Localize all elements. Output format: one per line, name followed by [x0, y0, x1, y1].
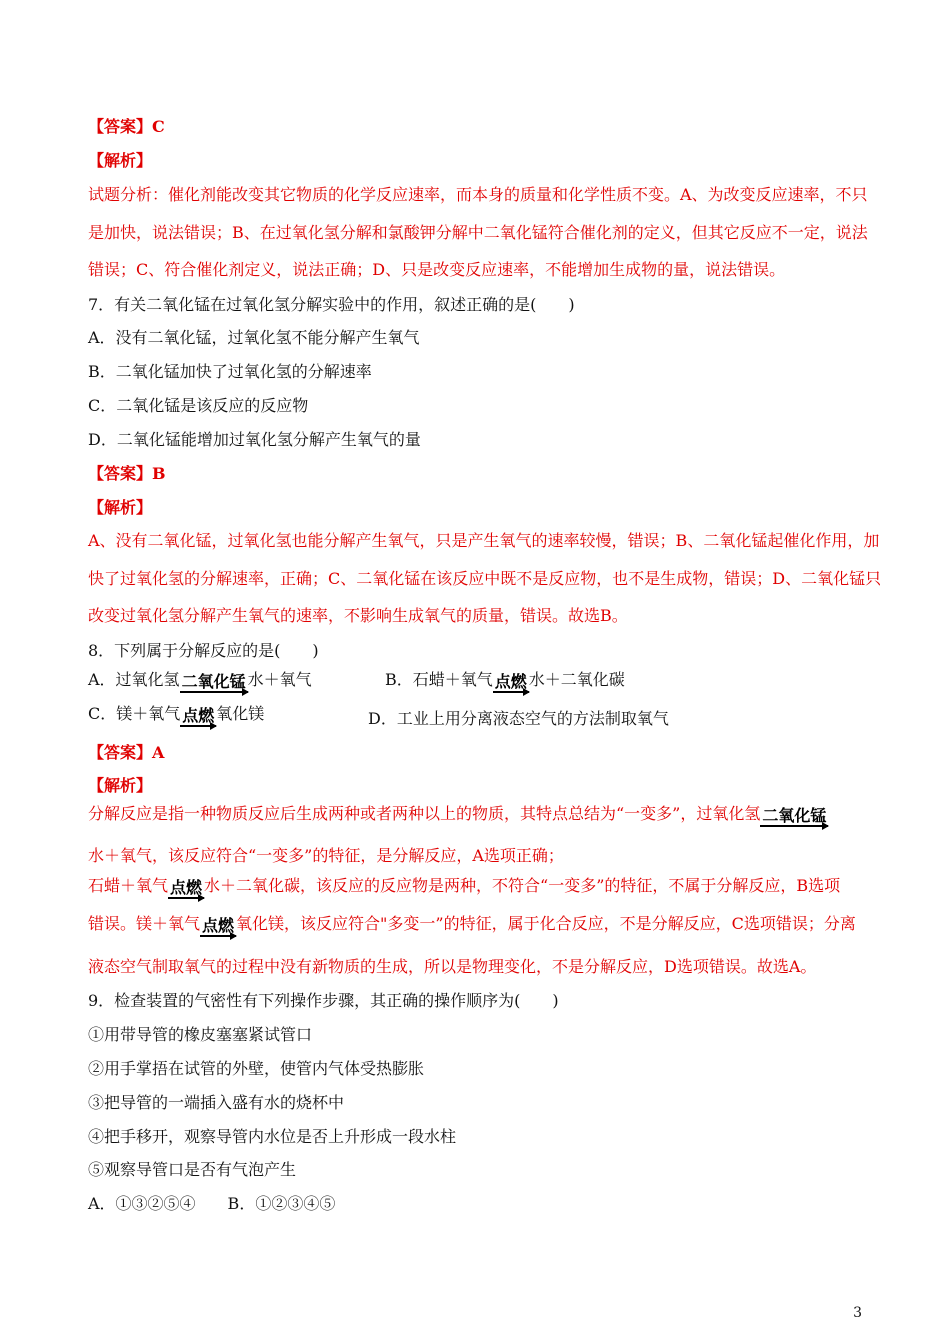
q9-step: ②用手掌捂在试管的外壁，使管内气体受热膨胀 [88, 1059, 425, 1078]
q6-answer: 【答案】C [88, 117, 165, 136]
q9-options: A．①③②⑤④ B．①②③④⑤ [88, 1194, 336, 1213]
q8-analysis-line: 液态空气制取氧气的过程中没有新物质的生成，所以是物理变化，不是分解反应，D选项错误。故选A。 [88, 957, 817, 976]
q9-step: ①用带导管的橡皮塞塞紧试管口 [88, 1025, 313, 1044]
reaction-arrow: 点燃 [202, 916, 235, 935]
reaction-arrow: 点燃 [170, 878, 203, 897]
q8-answer: 【答案】A [88, 743, 165, 762]
q7-option-c: C．二氧化锰是该反应的反应物 [88, 396, 309, 415]
q9-step: ④把手移开，观察导管内水位是否上升形成一段水柱 [88, 1127, 457, 1146]
reaction-arrow: 点燃 [182, 706, 215, 725]
q7-analysis-label: 【解析】 [88, 498, 153, 517]
reaction-arrow: 点燃 [494, 672, 527, 691]
q7-stem: 7．有关二氧化锰在过氧化氢分解实验中的作用，叙述正确的是( ) [88, 295, 575, 314]
q9-step: ③把导管的一端插入盛有水的烧杯中 [88, 1093, 345, 1112]
q6-analysis-line: 是加快，说法错误；B、在过氧化氢分解和氯酸钾分解中二氧化锰符合催化剂的定义，但其它反应不一定，说法 [88, 223, 868, 242]
q8-analysis-line: 分解反应是指一种物质反应后生成两种或者两种以上的物质，其特点总结为“一变多”，过氧化氢 二氧化锰 [88, 804, 827, 825]
q6-analysis-label: 【解析】 [88, 151, 153, 170]
q9-step: ⑤观察导管口是否有气泡产生 [88, 1160, 297, 1179]
q8-analysis-line: 石蜡＋氧气 点燃 水＋二氧化碳，该反应的反应物是两种，不符合“一变多”的特征，不属于分解反应，B选项 [88, 876, 841, 897]
q6-analysis-line: 错误；C、符合催化剂定义，说法正确；D、只是改变反应速率，不能增加生成物的量，说法错误。 [88, 260, 786, 279]
q7-answer: 【答案】B [88, 464, 166, 483]
q8-analysis-line: 错误。镁＋氧气 点燃 氧化镁，该反应符合"多变一”的特征，属于化合反应，不是分解反应，C选项错误；分离 [88, 914, 856, 935]
page-number: 3 [853, 1305, 862, 1321]
q7-option-d: D．二氧化锰能增加过氧化氢分解产生氧气的量 [88, 430, 421, 449]
q8-option-a: A．过氧化氢 二氧化锰 水＋氧气 [88, 670, 312, 691]
q8-option-d: D．工业上用分离液态空气的方法制取氧气 [368, 709, 669, 728]
q6-analysis-line: 试题分析：催化剂能改变其它物质的化学反应速率，而本身的质量和化学性质不变。A、为改变反应速率，不只 [88, 185, 868, 204]
q8-analysis-label: 【解析】 [88, 776, 153, 795]
q8-option-c: C．镁＋氧气 点燃 氧化镁 [88, 704, 265, 725]
q7-option-b: B．二氧化锰加快了过氧化氢的分解速率 [88, 362, 372, 381]
q8-analysis-line: 水＋氧气，该反应符合“一变多”的特征，是分解反应，A选项正确； [88, 846, 564, 865]
q7-option-a: A．没有二氧化锰，过氧化氢不能分解产生氧气 [88, 328, 420, 347]
reaction-arrow: 二氧化锰 [181, 672, 246, 691]
q7-analysis-line: 快了过氧化氢的分解速率，正确；C、二氧化锰在该反应中既不是反应物，也不是生成物，错误；D、二氧化锰只 [88, 569, 882, 588]
q9-stem: 9．检查装置的气密性有下列操作步骤，其正确的操作顺序为( ) [88, 991, 559, 1010]
reaction-arrow: 二氧化锰 [762, 806, 827, 825]
q8-stem: 8．下列属于分解反应的是( ) [88, 641, 319, 660]
q7-analysis-line: A、没有二氧化锰，过氧化氢也能分解产生氧气，只是产生氧气的速率较慢，错误；B、二氧化锰起催化作用，加 [88, 531, 880, 550]
q8-option-b: B．石蜡＋氧气 点燃 水＋二氧化碳 [385, 670, 625, 691]
q7-analysis-line: 改变过氧化氢分解产生氧气的速率，不影响生成氧气的质量，错误。故选B。 [88, 606, 628, 625]
